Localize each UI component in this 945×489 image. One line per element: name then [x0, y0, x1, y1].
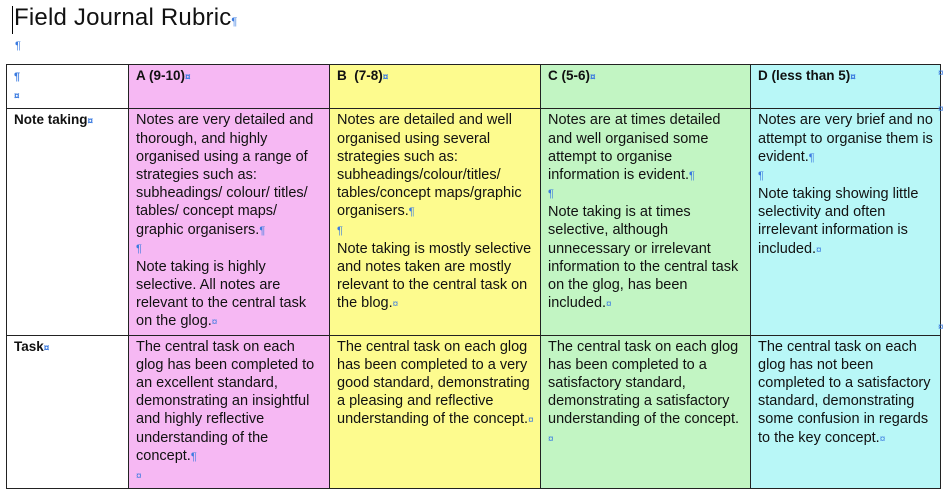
- header-grade-d[interactable]: D (less than 5)¤: [751, 65, 941, 109]
- row-end-mark: ¤: [938, 322, 944, 333]
- empty-paragraph-mark: ¶: [15, 40, 21, 52]
- cell-end-mark: ¤: [14, 91, 20, 103]
- rubric-table[interactable]: [6, 64, 941, 489]
- row-label-note-taking[interactable]: Note taking¤: [7, 109, 129, 335]
- row-label-task[interactable]: Task¤: [7, 335, 129, 489]
- cell-note-taking-d[interactable]: Notes are very brief and no attempt to organise them is evident.¶ ¶ Note taking showing little selectivity and often irrelevant information is included.¤: [751, 109, 941, 335]
- table-row-note-taking: [7, 109, 941, 335]
- header-grade-a[interactable]: A (9-10)¤: [129, 65, 330, 109]
- cell-note-taking-c[interactable]: Notes are at times detailed and well organised some attempt to organise information is evident.¶ ¶ Note taking is at times selective, although unnecessary or irrelevant information to the central task on the glog, has been included.¤: [541, 109, 751, 335]
- pilcrow-mark: ¶: [14, 71, 21, 83]
- cell-task-c[interactable]: The central task on each glog has been completed to a satisfactory standard, demonstrating a satisfactory understanding of the concept.¤: [541, 335, 751, 489]
- document-title[interactable]: Field Journal Rubric¶: [14, 4, 238, 31]
- table-row-task: [7, 335, 941, 489]
- cell-task-b[interactable]: The central task on each glog has been completed to a very good standard, demonstrating a pleasing and reflective understanding of the concept.¤: [330, 335, 541, 489]
- header-corner-cell[interactable]: [7, 65, 129, 109]
- cell-task-d[interactable]: The central task on each glog has not been completed to a satisfactory standard, demonstrating some confusion in regards to the key concept.¤: [751, 335, 941, 489]
- cell-note-taking-a[interactable]: Notes are very detailed and thorough, and highly organised using a range of strategies such as: subheadings/ colour/ titles/ tables/ concept maps/ graphic organisers.¶ ¶ Note taking is highly selective. All notes are relevant to the central task on the glog.¤: [129, 109, 330, 335]
- cell-task-a[interactable]: The central task on each glog has been completed to an excellent standard, demonstrating an insightful and highly reflective understanding of the concept.¶ ¤: [129, 335, 330, 489]
- pilcrow-mark: ¶: [231, 16, 238, 28]
- row-end-mark: ¤: [938, 68, 944, 79]
- header-grade-b[interactable]: B (7-8)¤: [330, 65, 541, 109]
- cell-note-taking-b[interactable]: Notes are detailed and well organised using several strategies such as: subheadings/colour/titles/ tables/concept maps/graphic organisers.¶ ¶ Note taking is mostly selective and notes taken are mostly relevant to the central task on the blog.¤: [330, 109, 541, 335]
- header-row: [7, 65, 941, 109]
- text-cursor: [12, 6, 13, 34]
- header-grade-c[interactable]: C (5-6)¤: [541, 65, 751, 109]
- row-end-mark: ¤: [938, 104, 944, 115]
